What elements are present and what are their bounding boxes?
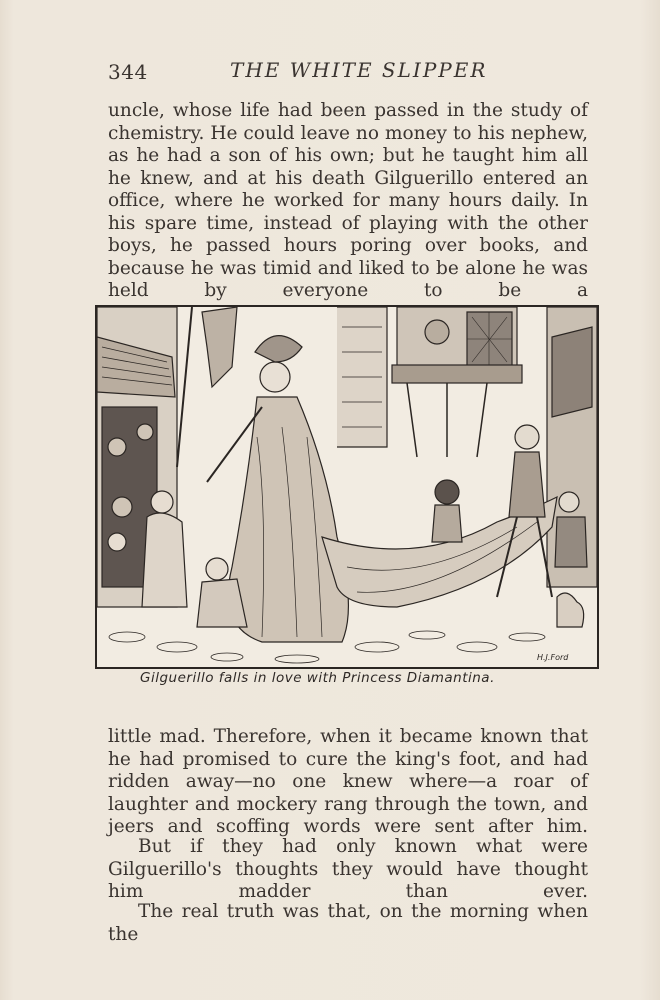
paragraph-top: uncle, whose life had been passed in the study of chemistry. He could leave no money to his nephew, as he had a son of his own; but he taught him all he knew, and at his death Gilguerillo entered an office, where he worked for many hours daily. In his spare time, instead of playing with the other boys, he passed hours poring over books, and because he was timid and liked to be alone he was held by everyone to be a [108, 100, 588, 301]
figure-caption: Gilguerillo falls in love with Princess Diamantina. [140, 670, 495, 686]
paragraph-bottom-3: The real truth was that, on the morning when the [108, 901, 588, 945]
artist-signature: H.J.Ford [537, 653, 569, 662]
illustration [95, 305, 599, 669]
paragraph-bottom-1: little mad. Therefore, when it became known that he had promised to cure the king's foot, and had ridden away—no one knew where—a roar of laughter and mockery rang through the town, and jeers and scoffing words were sent after him. [108, 726, 588, 837]
engraving-illustration-icon [97, 307, 597, 667]
paragraph-bottom-2: But if they had only known what were Gilguerillo's thoughts they would have thought him madder than ever. [108, 836, 588, 902]
page-number: 344 [108, 60, 148, 84]
running-title: THE WHITE SLIPPER [230, 58, 488, 82]
running-head [108, 58, 586, 88]
